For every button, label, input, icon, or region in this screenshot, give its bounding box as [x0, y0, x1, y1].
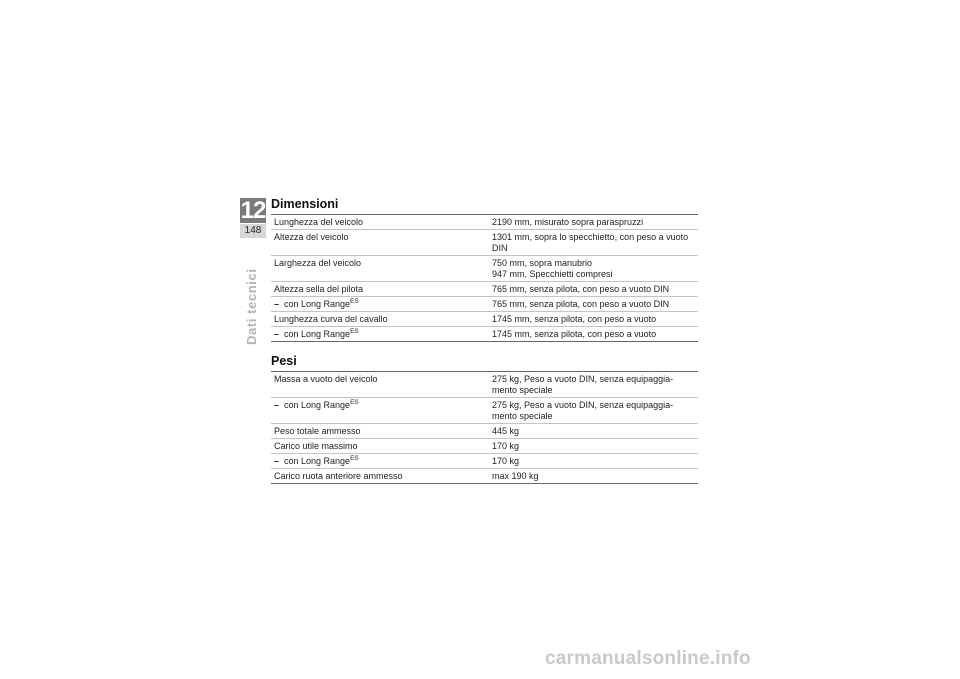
spec-label-superscript: ES: [350, 455, 359, 462]
dash-marker: –: [274, 456, 280, 466]
spec-label: Carico ruota anteriore ammesso: [274, 471, 403, 481]
spec-value-line: 2190 mm, misurato sopra paraspruzzi: [492, 217, 644, 227]
spec-value-line: 170 kg: [492, 441, 520, 451]
chapter-badge: [240, 198, 266, 240]
spec-value-cell: [489, 230, 698, 256]
spec-label-cell: [271, 469, 489, 484]
spec-value-line: 750 mm, sopra manubrio: [492, 258, 593, 268]
spec-content: [271, 197, 698, 484]
spec-label: con Long Range: [284, 329, 351, 339]
chapter-number: 12: [240, 197, 266, 224]
spec-value-line: 765 mm, senza pilota, con peso a vuoto DIN: [492, 299, 670, 309]
spec-label-cell: [271, 439, 489, 454]
table-row: [271, 327, 698, 342]
table-row: [271, 469, 698, 484]
spec-value-line: 445 kg: [492, 426, 520, 436]
spec-label: Peso totale ammesso: [274, 426, 361, 436]
dash-marker: –: [274, 299, 280, 309]
spec-value-line: 1745 mm, senza pilota, con peso a vuoto: [492, 329, 657, 339]
table-row: [271, 256, 698, 282]
spec-label-cell: [271, 372, 489, 398]
table-row: [271, 424, 698, 439]
section-title: Dimensioni: [271, 197, 339, 211]
spec-label-cell: [271, 454, 489, 469]
table-row: [271, 439, 698, 454]
table-row: [271, 215, 698, 230]
table-row: [271, 297, 698, 312]
spec-value-cell: [489, 372, 698, 398]
spec-value-cell: [489, 256, 698, 282]
spec-value-line: 170 kg: [492, 456, 520, 466]
spec-value-line: mento speciale: [492, 411, 553, 421]
dash-marker: –: [274, 329, 280, 339]
spec-label: Lunghezza curva del cavallo: [274, 314, 388, 324]
table-row: [271, 398, 698, 424]
chapter-side-title: Dati tecnici: [244, 268, 259, 345]
spec-value-cell: [489, 424, 698, 439]
spec-value-cell: [489, 327, 698, 342]
spec-label-cell: [271, 297, 489, 312]
spec-label: con Long Range: [284, 299, 351, 309]
section-title: Pesi: [271, 354, 297, 368]
spec-label: Altezza del veicolo: [274, 232, 349, 242]
watermark: carmanualsonline.info: [545, 648, 751, 669]
spec-label-superscript: ES: [350, 328, 359, 335]
spec-label-cell: [271, 398, 489, 424]
spec-value-cell: [489, 215, 698, 230]
spec-label-cell: [271, 327, 489, 342]
spec-value-cell: [489, 398, 698, 424]
spec-value-cell: [489, 312, 698, 327]
table-row: [271, 312, 698, 327]
spec-label-superscript: ES: [350, 399, 359, 406]
spec-value-line: 947 mm, Specchietti compresi: [492, 269, 613, 279]
spec-label-cell: [271, 282, 489, 297]
spec-value-line: 765 mm, senza pilota, con peso a vuoto DIN: [492, 284, 670, 294]
spec-value-line: mento speciale: [492, 385, 553, 395]
spec-label: con Long Range: [284, 400, 351, 410]
spec-label: Altezza sella del pilota: [274, 284, 364, 294]
spec-value-line: 275 kg, Peso a vuoto DIN, senza equipaggia-: [492, 400, 674, 410]
spec-label: Massa a vuoto del veicolo: [274, 374, 378, 384]
spec-label-cell: [271, 424, 489, 439]
spec-table: [271, 371, 698, 484]
spec-label-cell: [271, 215, 489, 230]
spec-value-line: 1745 mm, senza pilota, con peso a vuoto: [492, 314, 657, 324]
spec-label-cell: [271, 256, 489, 282]
table-row: [271, 282, 698, 297]
spec-value-cell: [489, 439, 698, 454]
spec-value-line: 275 kg, Peso a vuoto DIN, senza equipaggia-: [492, 374, 674, 384]
spec-label: con Long Range: [284, 456, 351, 466]
spec-table: [271, 214, 698, 342]
dash-marker: –: [274, 400, 280, 410]
spec-label-cell: [271, 230, 489, 256]
table-row: [271, 454, 698, 469]
spec-value-cell: [489, 454, 698, 469]
spec-label: Carico utile massimo: [274, 441, 358, 451]
spec-label-superscript: ES: [350, 298, 359, 305]
table-row: [271, 372, 698, 398]
spec-label: Lunghezza del veicolo: [274, 217, 364, 227]
table-row: [271, 230, 698, 256]
spec-value-cell: [489, 469, 698, 484]
page-number: 148: [240, 224, 266, 238]
spec-label: Larghezza del veicolo: [274, 258, 362, 268]
spec-value-line: 1301 mm, sopra lo specchietto, con peso a vuoto DIN: [492, 232, 689, 253]
spec-value-line: max 190 kg: [492, 471, 539, 481]
spec-value-cell: [489, 282, 698, 297]
spec-value-cell: [489, 297, 698, 312]
spec-label-cell: [271, 312, 489, 327]
